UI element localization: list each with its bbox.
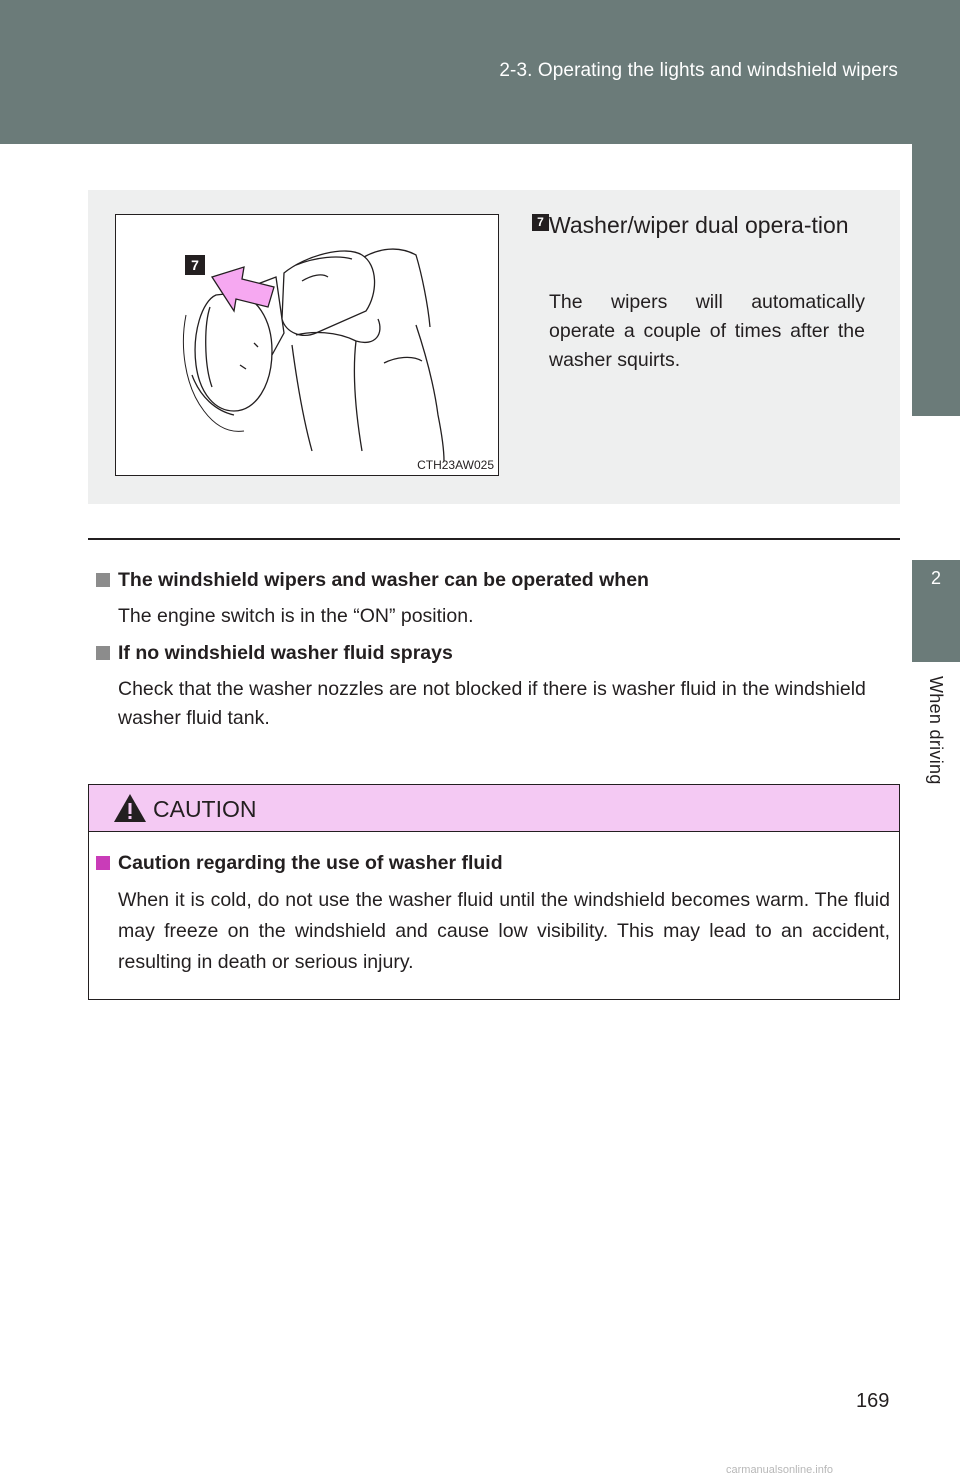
image-code: CTH23AW025 xyxy=(417,458,494,472)
chapter-number-tab xyxy=(912,560,960,662)
side-tab-band xyxy=(912,144,960,416)
note-heading-text: If no windshield washer fluid sprays xyxy=(118,642,453,664)
note-heading-text: The windshield wipers and washer can be operated when xyxy=(118,569,649,591)
note-heading xyxy=(96,566,900,594)
wiper-lever-illustration xyxy=(115,214,499,476)
bullet-square-icon xyxy=(96,856,110,870)
note-heading xyxy=(96,639,900,667)
chapter-side-tab xyxy=(912,144,960,1484)
notes-section xyxy=(96,566,900,741)
section-divider xyxy=(88,538,900,540)
chapter-label: When driving xyxy=(926,676,946,785)
note-body: Check that the washer nozzles are not blocked if there is washer fluid in the windshield washer fluid tank. xyxy=(118,678,866,729)
caution-item-heading-text: Caution regarding the use of washer fluid xyxy=(118,852,503,874)
caution-box xyxy=(88,784,900,1000)
watermark: carmanualsonline.info xyxy=(726,1464,834,1476)
section-title: 2-3. Operating the lights and windshield wipers xyxy=(499,60,898,81)
bullet-square-icon xyxy=(96,646,110,660)
page-number: 169 xyxy=(856,1390,890,1412)
figure-description: The wipers will automatically operate a couple of times after the washer squirts. xyxy=(549,291,865,371)
callout-marker: 7 xyxy=(185,255,205,275)
lever-drawing xyxy=(116,215,498,475)
caution-item-heading xyxy=(96,849,503,877)
caution-body: When it is cold, do not use the washer fluid until the windshield becomes warm. The fluid may freeze on the windshield and cause low visibility. This may lead to an accident, resulting in death or serious injury. xyxy=(118,889,890,973)
figure-heading: Washer/wiper dual opera-tion xyxy=(549,212,849,238)
page-header xyxy=(0,0,960,144)
note-body: The engine switch is in the “ON” position. xyxy=(118,605,474,627)
callout-marker-label: 7 xyxy=(532,214,549,231)
caution-header xyxy=(89,785,899,832)
bullet-square-icon xyxy=(96,573,110,587)
caution-title: CAUTION xyxy=(153,796,257,822)
chapter-number: 2 xyxy=(930,568,941,588)
figure-panel xyxy=(88,190,900,504)
warning-triangle-icon xyxy=(113,793,147,823)
